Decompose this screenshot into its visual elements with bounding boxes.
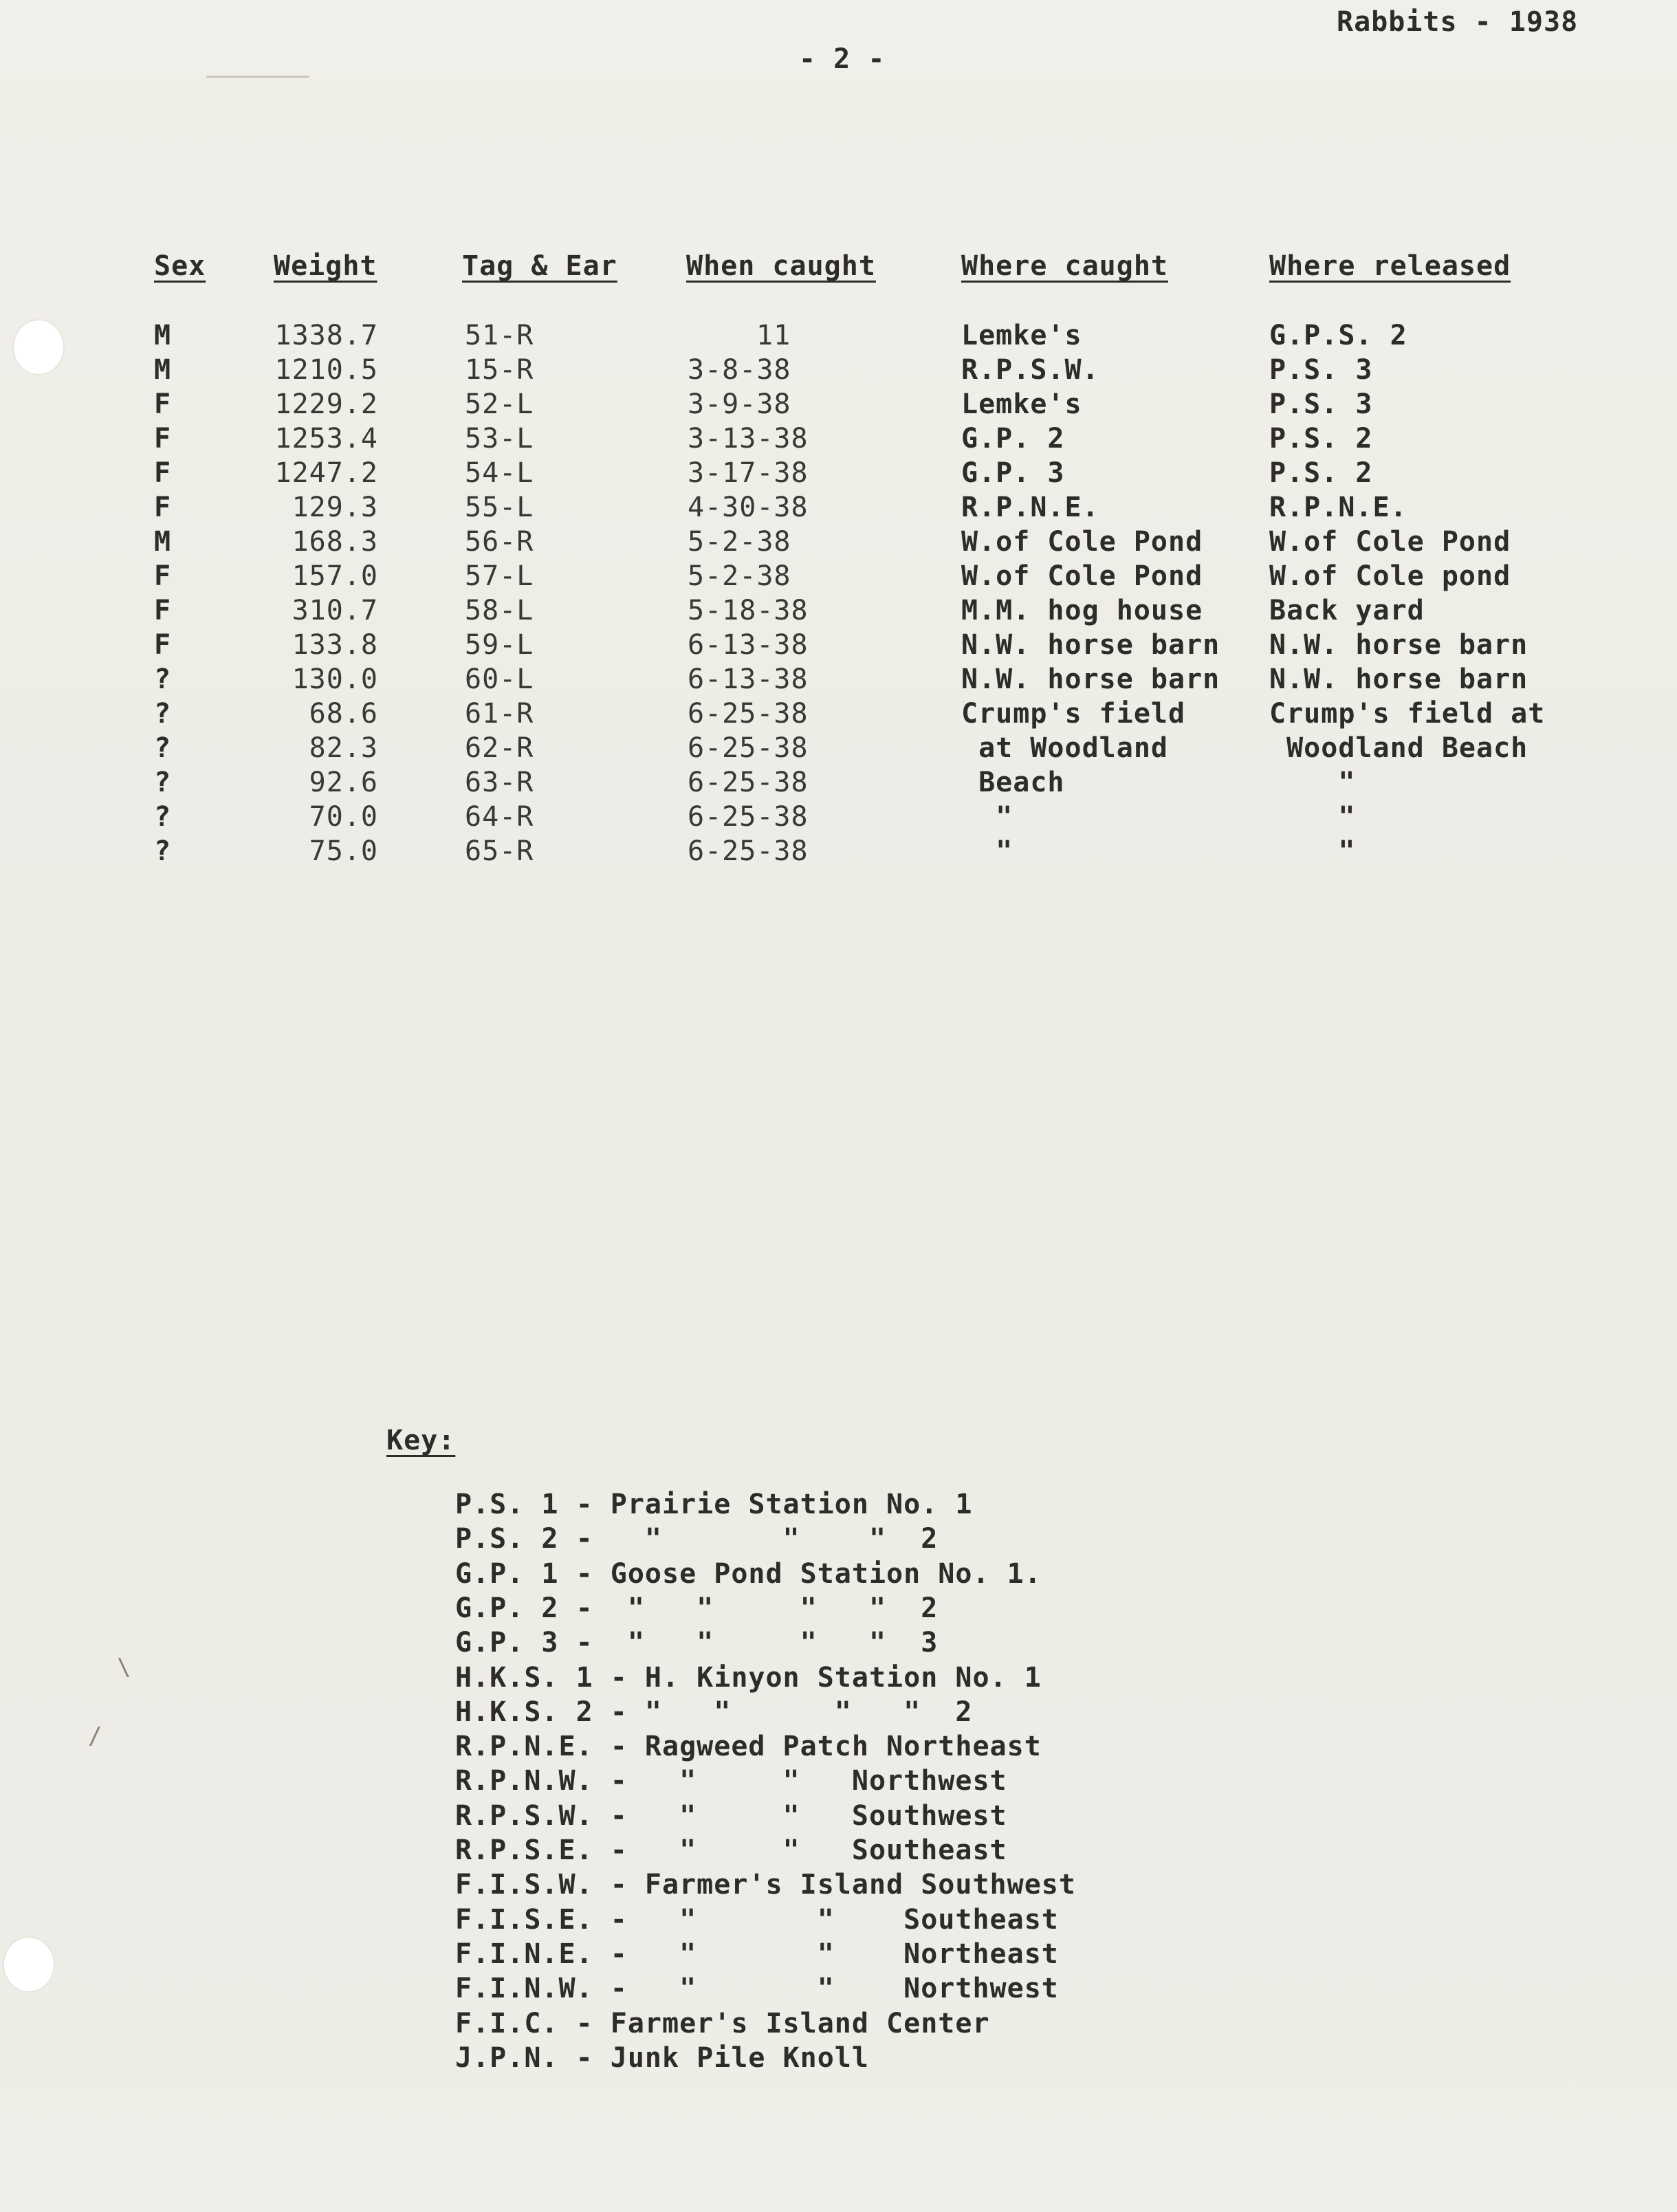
table-cell-where-caught: W.of Cole Pond — [961, 560, 1203, 592]
table-cell-when: 4-30-38 — [688, 492, 809, 523]
table-cell-tag: 60-L — [465, 664, 534, 695]
document-title: Rabbits - 1938 — [1337, 6, 1579, 38]
table-cell-where-released: N.W. horse barn — [1269, 664, 1528, 695]
table-cell-when: 5-2-38 — [688, 560, 791, 592]
table-cell-sex: M — [154, 354, 172, 386]
table-cell-sex: ? — [154, 767, 172, 798]
table-cell-weight: 75.0 — [309, 835, 378, 867]
table-cell-sex: ? — [154, 835, 172, 867]
table-cell-when: 6-13-38 — [688, 629, 809, 661]
table-cell-sex: ? — [154, 698, 172, 730]
table-cell-where-released: Woodland Beach — [1269, 732, 1528, 764]
key-line: H.K.S. 2 - " " " " 2 — [455, 1696, 973, 1728]
key-title: Key: — [386, 1425, 456, 1456]
table-cell-tag: 62-R — [465, 732, 534, 764]
table-cell-where-released: W.of Cole Pond — [1269, 526, 1511, 558]
table-cell-tag: 15-R — [465, 354, 534, 386]
table-cell-weight: 310.7 — [292, 595, 378, 626]
table-cell-where-released: P.S. 2 — [1269, 423, 1373, 455]
table-cell-weight: 1338.7 — [274, 320, 378, 351]
table-cell-weight: 1253.4 — [274, 423, 378, 455]
table-cell-when: 6-25-38 — [688, 835, 809, 867]
table-cell-where-released: P.S. 2 — [1269, 457, 1373, 489]
table-cell-where-caught: M.M. hog house — [961, 595, 1203, 626]
key-line: J.P.N. - Junk Pile Knoll — [455, 2042, 869, 2074]
table-cell-sex: ? — [154, 732, 172, 764]
table-cell-tag: 54-L — [465, 457, 534, 489]
column-header-when-caught: When caught — [686, 250, 876, 282]
table-cell-weight: 1247.2 — [274, 457, 378, 489]
table-cell-sex: F — [154, 560, 172, 592]
key-line: F.I.N.E. - " " Northeast — [455, 1938, 1059, 1970]
table-cell-tag: 59-L — [465, 629, 534, 661]
table-cell-where-released: Back yard — [1269, 595, 1425, 626]
table-cell-tag: 61-R — [465, 698, 534, 730]
table-cell-where-released: G.P.S. 2 — [1269, 320, 1407, 351]
table-cell-when: 6-25-38 — [688, 732, 809, 764]
table-cell-tag: 63-R — [465, 767, 534, 798]
table-cell-sex: F — [154, 595, 172, 626]
pencil-mark — [206, 76, 309, 78]
table-cell-where-caught: G.P. 2 — [961, 423, 1065, 455]
key-line: R.P.N.W. - " " Northwest — [455, 1765, 1007, 1797]
table-cell-where-caught: R.P.N.E. — [961, 492, 1099, 523]
key-line: P.S. 1 - Prairie Station No. 1 — [455, 1489, 973, 1520]
table-cell-sex: M — [154, 526, 172, 558]
table-cell-when: 3-9-38 — [688, 388, 791, 420]
table-cell-where-released: P.S. 3 — [1269, 354, 1373, 386]
punch-hole-bottom — [3, 1936, 55, 1993]
table-cell-when: 5-18-38 — [688, 595, 809, 626]
table-cell-weight: 129.3 — [292, 492, 378, 523]
key-line: R.P.S.W. - " " Southwest — [455, 1800, 1007, 1832]
table-cell-when: 5-2-38 — [688, 526, 791, 558]
table-cell-where-caught: N.W. horse barn — [961, 629, 1220, 661]
table-cell-weight: 168.3 — [292, 526, 378, 558]
table-cell-sex: ? — [154, 801, 172, 833]
table-cell-sex: F — [154, 629, 172, 661]
column-header-weight: Weight — [274, 250, 377, 282]
table-cell-weight: 92.6 — [309, 767, 378, 798]
table-cell-weight: 68.6 — [309, 698, 378, 730]
table-cell-where-released: " — [1269, 767, 1356, 798]
key-line: F.I.S.W. - Farmer's Island Southwest — [455, 1869, 1076, 1901]
table-cell-tag: 58-L — [465, 595, 534, 626]
table-cell-tag: 57-L — [465, 560, 534, 592]
column-header-where-released: Where released — [1269, 250, 1511, 282]
column-header-sex: Sex — [154, 250, 206, 282]
table-cell-where-caught: R.P.S.W. — [961, 354, 1099, 386]
table-cell-when: 6-25-38 — [688, 801, 809, 833]
key-line: G.P. 3 - " " " " 3 — [455, 1627, 939, 1658]
key-line: P.S. 2 - " " " 2 — [455, 1523, 939, 1555]
table-cell-when: 6-25-38 — [688, 767, 809, 798]
table-cell-weight: 70.0 — [309, 801, 378, 833]
table-cell-where-released: W.of Cole pond — [1269, 560, 1511, 592]
table-cell-where-caught: Crump's field — [961, 698, 1186, 730]
table-cell-when: 11 — [756, 320, 791, 351]
table-cell-sex: F — [154, 492, 172, 523]
table-cell-where-released: R.P.N.E. — [1269, 492, 1407, 523]
table-cell-where-caught: at Woodland — [961, 732, 1168, 764]
table-cell-weight: 157.0 — [292, 560, 378, 592]
table-cell-tag: 55-L — [465, 492, 534, 523]
column-header-tag-ear: Tag & Ear — [462, 250, 617, 282]
table-cell-sex: M — [154, 320, 172, 351]
table-cell-where-caught: " — [961, 835, 1013, 867]
table-cell-where-caught: Lemke's — [961, 320, 1082, 351]
table-cell-where-released: " — [1269, 835, 1356, 867]
table-cell-tag: 65-R — [465, 835, 534, 867]
table-cell-where-caught: " — [961, 801, 1013, 833]
table-cell-sex: F — [154, 457, 172, 489]
table-cell-tag: 52-L — [465, 388, 534, 420]
table-cell-sex: F — [154, 423, 172, 455]
stray-mark: / — [88, 1722, 102, 1750]
key-line: R.P.N.E. - Ragweed Patch Northeast — [455, 1731, 1042, 1762]
key-line: F.I.N.W. - " " Northwest — [455, 1973, 1059, 2004]
table-cell-where-caught: W.of Cole Pond — [961, 526, 1203, 558]
table-cell-where-released: P.S. 3 — [1269, 388, 1373, 420]
table-cell-where-released: Crump's field at — [1269, 698, 1546, 730]
column-header-where-caught: Where caught — [961, 250, 1168, 282]
key-line: F.I.S.E. - " " Southeast — [455, 1904, 1059, 1936]
table-cell-when: 3-13-38 — [688, 423, 809, 455]
table-cell-where-released: " — [1269, 801, 1356, 833]
table-cell-tag: 53-L — [465, 423, 534, 455]
table-cell-where-caught: G.P. 3 — [961, 457, 1065, 489]
stray-mark: \ — [117, 1654, 131, 1681]
table-cell-sex: ? — [154, 664, 172, 695]
table-cell-tag: 56-R — [465, 526, 534, 558]
table-cell-tag: 51-R — [465, 320, 534, 351]
key-line: G.P. 1 - Goose Pond Station No. 1. — [455, 1558, 1042, 1590]
table-cell-weight: 130.0 — [292, 664, 378, 695]
table-cell-weight: 1210.5 — [274, 354, 378, 386]
table-cell-when: 6-13-38 — [688, 664, 809, 695]
table-cell-weight: 1229.2 — [274, 388, 378, 420]
table-cell-tag: 64-R — [465, 801, 534, 833]
table-cell-when: 3-8-38 — [688, 354, 791, 386]
table-cell-when: 3-17-38 — [688, 457, 809, 489]
table-cell-weight: 82.3 — [309, 732, 378, 764]
table-cell-where-released: N.W. horse barn — [1269, 629, 1528, 661]
table-cell-where-caught: N.W. horse barn — [961, 664, 1220, 695]
key-line: H.K.S. 1 - H. Kinyon Station No. 1 — [455, 1662, 1042, 1694]
table-cell-where-caught: Lemke's — [961, 388, 1082, 420]
table-cell-sex: F — [154, 388, 172, 420]
table-cell-weight: 133.8 — [292, 629, 378, 661]
key-line: F.I.C. - Farmer's Island Center — [455, 2008, 990, 2039]
punch-hole-top — [12, 319, 65, 375]
key-line: G.P. 2 - " " " " 2 — [455, 1592, 939, 1624]
key-line: R.P.S.E. - " " Southeast — [455, 1835, 1007, 1866]
page-number: - 2 - — [799, 43, 886, 75]
table-cell-when: 6-25-38 — [688, 698, 809, 730]
table-cell-where-caught: Beach — [961, 767, 1065, 798]
